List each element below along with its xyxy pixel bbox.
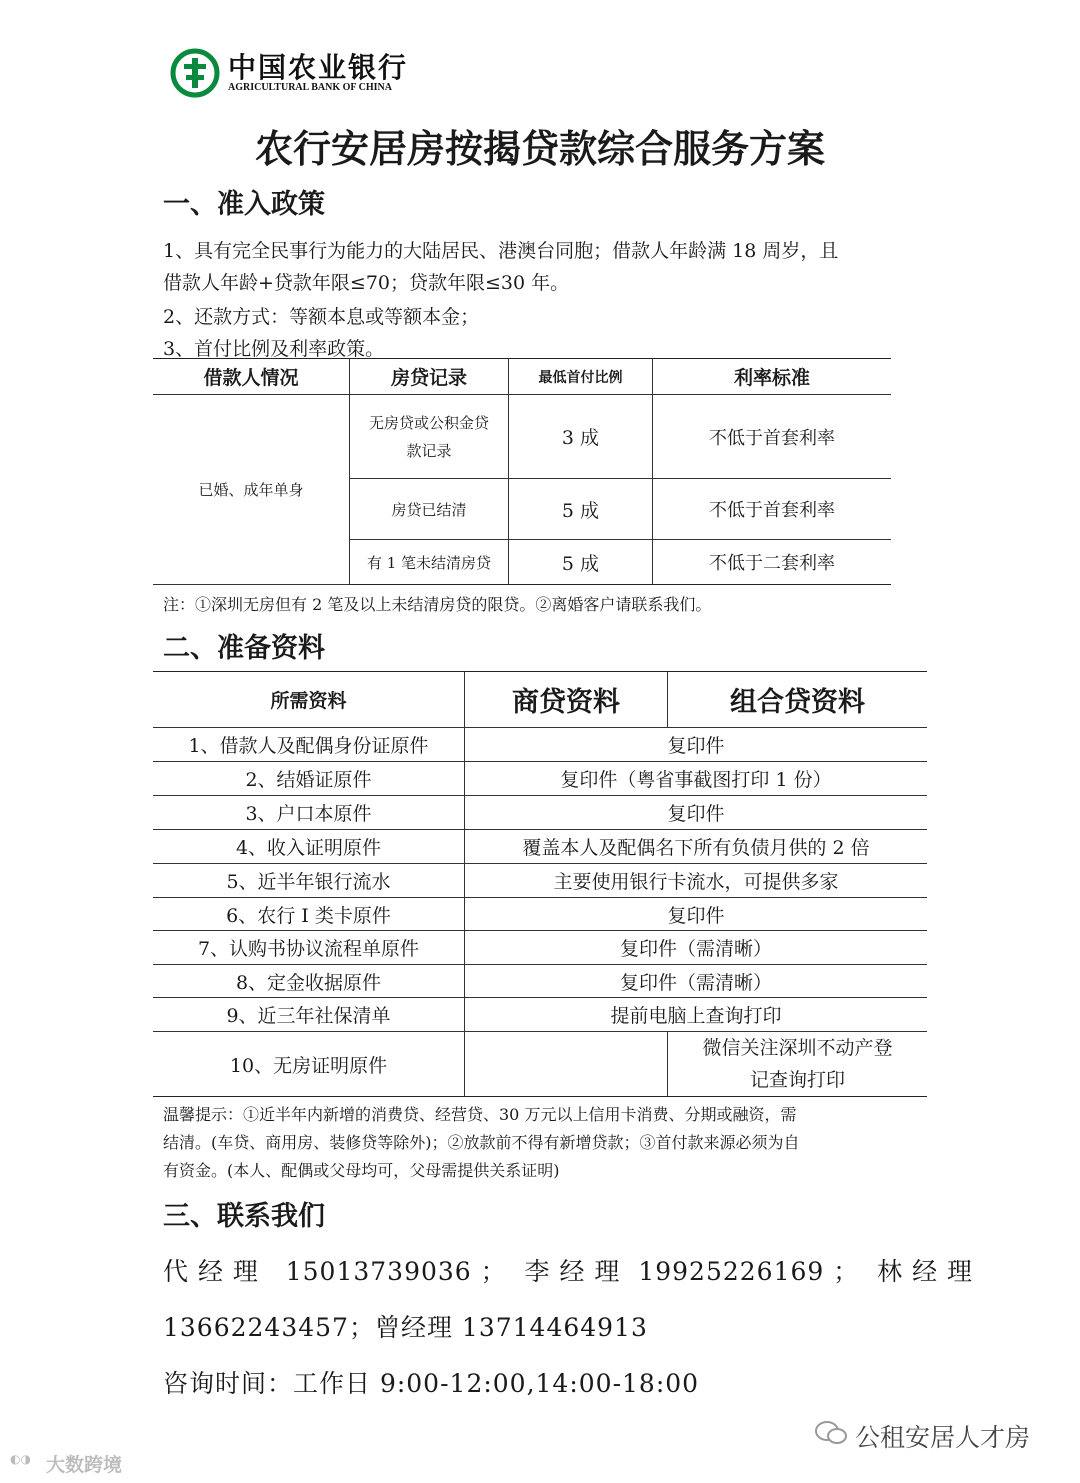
- ratio-cell: 3 成: [509, 395, 653, 479]
- ratio-cell: 5 成: [509, 540, 653, 585]
- doc-value: 复印件（粤省事截图打印 1 份）: [465, 762, 928, 796]
- table-row: [153, 931, 927, 965]
- record-line1: 无房贷或公积金贷: [368, 413, 489, 432]
- documents-table-header: [153, 672, 927, 728]
- wechat-icon: [815, 1420, 847, 1446]
- document-title: 农行安居房按揭贷款综合服务方案: [254, 127, 825, 171]
- doc-value: 覆盖本人及配偶名下所有负债月供的 2 倍: [465, 830, 928, 864]
- doc-item: 6、农行 I 类卡原件: [153, 898, 465, 931]
- watermark-logo-icon: ◐◑: [10, 1452, 31, 1466]
- doc-item: 9、近三年社保清单: [153, 998, 465, 1032]
- policy-table: [153, 358, 891, 585]
- table-row: [153, 965, 927, 998]
- contact-line2: 13662243457；曾经理 13714464913: [163, 1313, 648, 1342]
- table-row: [153, 796, 927, 830]
- doc-value: 复印件: [465, 898, 928, 931]
- table-row: [153, 1032, 927, 1097]
- doc-item: 10、无房证明原件: [153, 1032, 465, 1097]
- table-row: [153, 395, 891, 479]
- header-combo-loan: 组合贷资料: [668, 672, 928, 728]
- documents-table: [153, 671, 927, 1097]
- policy-note: 注：①深圳无房但有 2 笔及以上未结清房贷的限贷。②离婚客户请联系我们。: [163, 595, 712, 614]
- header-min-down-payment: 最低首付比例: [509, 359, 653, 395]
- table-row: [153, 998, 927, 1032]
- policy-item1-line2: 借款人年龄+贷款年限≤70；贷款年限≤30 年。: [163, 272, 570, 294]
- table-row: [153, 762, 927, 796]
- table-row: [153, 830, 927, 864]
- ratio-cell: 5 成: [509, 479, 653, 540]
- abc-logo-icon: [170, 48, 220, 98]
- doc-value: 复印件: [465, 728, 928, 762]
- contact-line1: 代 经 理 15013739036 ； 李 经 理 19925226169 ； 林 经 理: [163, 1257, 974, 1286]
- table-row: [153, 898, 927, 931]
- doc-item: 5、近半年银行流水: [153, 864, 465, 898]
- doc-value: 提前电脑上查询打印: [465, 998, 928, 1032]
- rate-cell: 不低于二套利率: [653, 540, 892, 585]
- section3-heading: 三、联系我们: [163, 1201, 325, 1232]
- rate-cell: 不低于首套利率: [653, 479, 892, 540]
- tip-line3: 有资金。(本人、配偶或父母均可，父母需提供关系证明): [163, 1161, 560, 1180]
- record-cell: 房贷已结清: [350, 479, 509, 540]
- header-borrower: 借款人情况: [153, 359, 350, 395]
- policy-item1-line1: 1、具有完全民事行为能力的大陆居民、港澳台同胞；借款人年龄满 18 周岁，且: [163, 240, 839, 262]
- section1-heading: 一、准入政策: [163, 189, 325, 220]
- tip-line1: 温馨提示：①近半年内新增的消费贷、经营贷、30 万元以上信用卡消费、分期或融资，需: [163, 1105, 797, 1124]
- doc-item: 8、定金收据原件: [153, 965, 465, 998]
- doc-item: 4、收入证明原件: [153, 830, 465, 864]
- watermark-text: 大数跨境: [46, 1454, 123, 1476]
- bank-name-cn: 中国农业银行: [228, 51, 409, 84]
- contact-hours: 咨询时间：工作日 9:00-12:00,14:00-18:00: [163, 1369, 700, 1398]
- policy-item2: 2、还款方式：等额本息或等额本金；: [163, 306, 480, 328]
- record-cell: 有 1 笔未结清房贷: [350, 540, 509, 585]
- table-row: [153, 728, 927, 762]
- combo-line1: 微信关注深圳不动产登: [702, 1037, 893, 1059]
- rate-cell: 不低于首套利率: [653, 395, 892, 479]
- section2-heading: 二、准备资料: [163, 633, 325, 664]
- doc-value: 复印件: [465, 796, 928, 830]
- header-commercial-loan: 商贷资料: [465, 672, 668, 728]
- bank-name-en: AGRICULTURAL BANK OF CHINA: [228, 82, 393, 93]
- combo-line2: 记查询打印: [749, 1069, 845, 1091]
- policy-table-header: [153, 359, 891, 395]
- doc-item: 1、借款人及配偶身份证原件: [153, 728, 465, 762]
- doc-item: 3、户口本原件: [153, 796, 465, 830]
- doc-item: 2、结婚证原件: [153, 762, 465, 796]
- tip-line2: 结清。(车贷、商用房、装修贷等除外)；②放款前不得有新增贷款；③首付款来源必须为自: [163, 1133, 800, 1152]
- record-line2: 款记录: [406, 441, 452, 460]
- doc-value: 复印件（需清晰）: [465, 965, 928, 998]
- borrower-cell: 已婚、成年单身: [153, 395, 350, 585]
- header-record: 房贷记录: [350, 359, 509, 395]
- header-required-docs: 所需资料: [153, 672, 465, 728]
- doc-item: 7、认购书协议流程单原件: [153, 931, 465, 965]
- table-row: [153, 864, 927, 898]
- doc-value: 主要使用银行卡流水，可提供多家: [465, 864, 928, 898]
- doc-value-combo: [668, 1032, 928, 1097]
- header-rate: 利率标准: [653, 359, 892, 395]
- wechat-account-name: 公租安居人才房: [855, 1423, 1031, 1452]
- doc-value: 复印件（需清晰）: [465, 931, 928, 965]
- doc-value-empty: [465, 1032, 668, 1097]
- policy-item3: 3、首付比例及利率政策。: [163, 338, 385, 360]
- record-cell: [350, 395, 509, 479]
